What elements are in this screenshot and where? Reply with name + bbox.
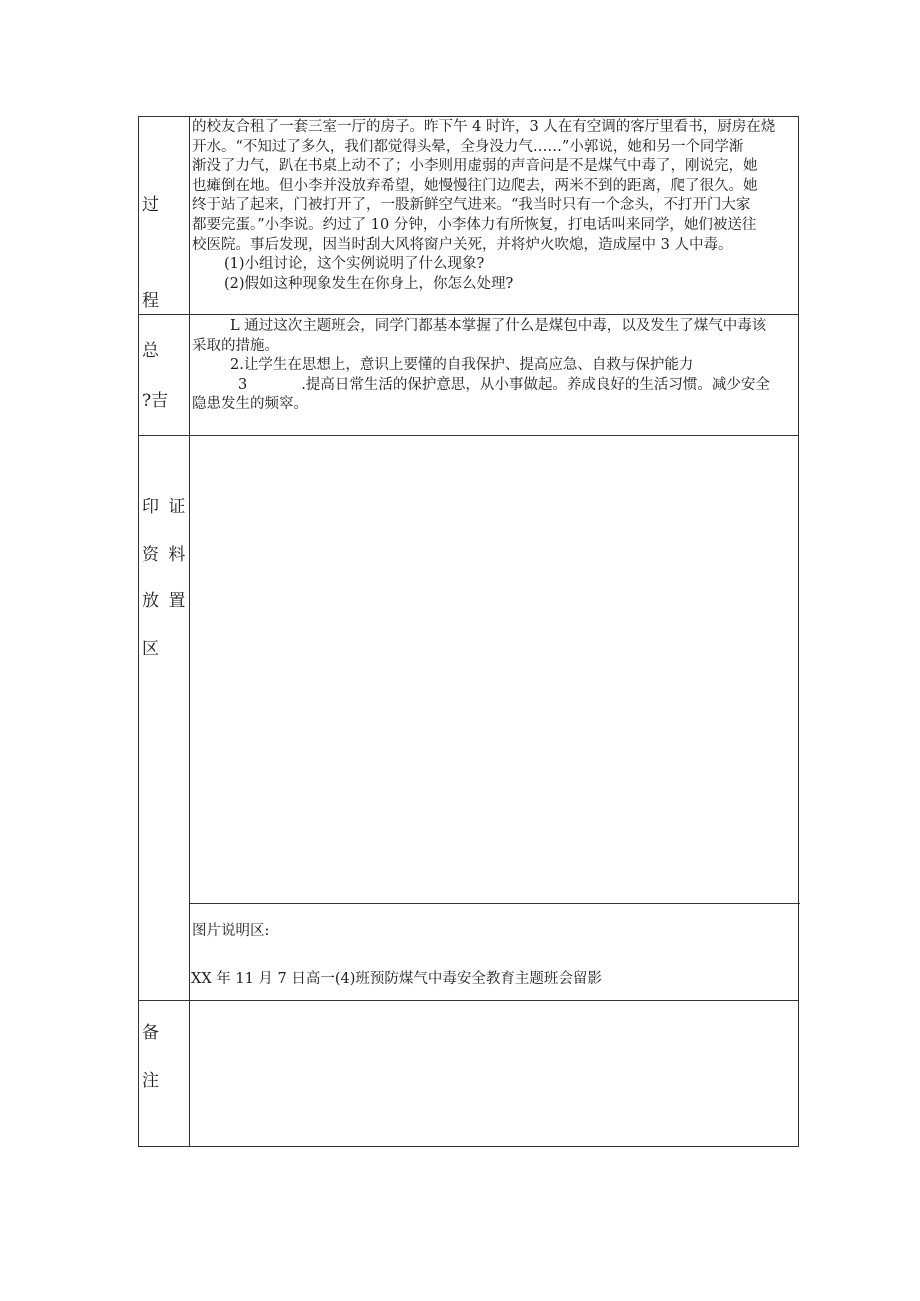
discussion-question-1: (1)小组讨论，这个实例说明了什么现象?	[224, 256, 485, 273]
process-label-bottom: 程	[142, 291, 159, 311]
summary-item-1: L 通过这次主题班会，同学门都基本掌握了什么是煤包中毒，以及发生了煤气中毒该	[230, 318, 767, 334]
summary-label-bottom: ?吉	[142, 391, 169, 411]
process-line: 终于站了起来，门被打开了，一股新鲜空气进来。“我当时只有一个念头，不打开门大家	[192, 197, 751, 214]
photo-area-divider	[189, 903, 800, 904]
process-line: 渐没了力气，趴在书桌上动不了；小李则用虚弱的声音问是不是煤气中毒了，刚说完，她	[192, 158, 758, 175]
summary-item-2: 2.让学生在思想上，意识上要懂的自我保护、提高应急、自救与保护能力	[230, 357, 694, 374]
process-label-top: 过	[142, 195, 159, 215]
evidence-label-line: 放 置	[142, 591, 186, 611]
summary-content	[192, 317, 796, 415]
remarks-label-bottom: 注	[142, 1071, 159, 1091]
lesson-record-table	[138, 116, 799, 1147]
summary-item-1-cont: 采取的措施。	[192, 337, 279, 354]
row-divider	[139, 435, 798, 436]
process-line: 开水。“不知过了多久，我们都觉得头晕，全身没力气……”小郭说，她和另一个同学渐	[192, 138, 744, 155]
summary-item-3	[192, 376, 796, 396]
process-content	[192, 118, 796, 294]
process-line: 也瘫倒在地。但小李并没放弃希望，她慢慢往门边爬去，两米不到的距离，爬了很久。她	[192, 177, 758, 194]
process-line: 都要完蛋。”小李说。约过了 10 分钟，小李体力有所恢复，打电话叫来同学，她们被送往	[192, 216, 757, 233]
evidence-label-line: 印 证	[142, 497, 186, 517]
discussion-question-2: (2)假如这种现象发生在你身上，你怎么处理?	[224, 275, 514, 292]
caption-text: XX 年 11 月 7 日高一(4)班预防煤气中毒安全教育主题班会留影	[191, 971, 602, 987]
row-divider	[139, 314, 798, 315]
summary-label-top: 总	[142, 341, 159, 361]
remarks-label-top: 备	[142, 1023, 159, 1043]
summary-item-3-cont: 隐患发生的频窣。	[192, 396, 308, 413]
evidence-label-line: 资 料	[142, 545, 186, 565]
summary-item-3-text: .提高日常生活的保护意思，从小事做起。养成良好的生活习惯。减少安全	[301, 376, 770, 393]
row-divider	[139, 1000, 798, 1001]
label-column-divider	[189, 117, 190, 1146]
process-line: 校医院。事后发现，因当时刮大风将窗户关死，并将炉火吹熄，造成屋中 3 人中毒。	[192, 236, 733, 253]
caption-heading: 图片说明区:	[192, 923, 270, 939]
process-line: 的校友合租了一套三室一厅的房子。昨下午 4 时许，3 人在有空调的客厅里看书，厨房在烧	[192, 119, 776, 135]
evidence-label-line: 区	[142, 639, 159, 659]
summary-item-3-number: 3	[238, 376, 248, 393]
